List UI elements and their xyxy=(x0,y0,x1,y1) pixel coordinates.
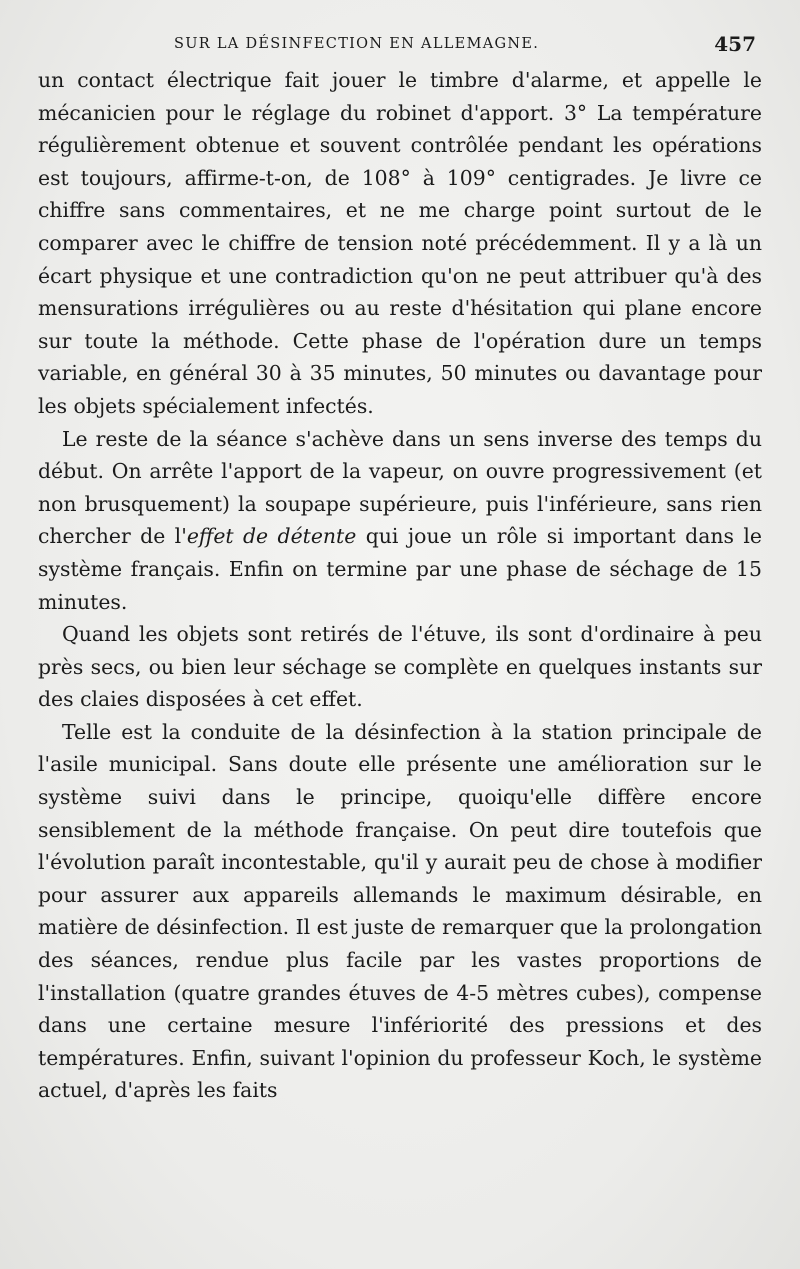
running-title: SUR LA DÉSINFECTION EN ALLEMAGNE. xyxy=(174,36,540,52)
page-number: 457 xyxy=(714,32,756,56)
paragraph xyxy=(38,423,762,619)
text-run: Quand les objets sont retirés de l'étuve, ils sont d'ordinaire à peu près secs, ou bien leur séchage se complète en quelques instants sur des claies disposées à cet effet. xyxy=(38,622,762,712)
paragraph xyxy=(38,618,762,716)
text-run: qui joue un rôle si important dans le système français. Enfin on termine par une phase de séchage de 15 minutes. xyxy=(38,524,762,614)
paragraph xyxy=(38,716,762,1107)
text-run: Le reste de la séance s'achève dans un sens inverse des temps du début. On arrête l'apport de la vapeur, on ouvre progressivement (et non brusquement) la soupape supérieure, puis l'inférieure, sans rien chercher de l' xyxy=(38,426,762,549)
italic-phrase: effet de détente xyxy=(186,524,357,549)
paragraph xyxy=(38,64,762,423)
text-run: Telle est la conduite de la désinfection à la station principale de l'asile municipal. Sans doute elle présente une amélioration sur le système suivi dans le principe, quoiqu'elle diffère encore sensiblement de la méthode française. On peut dire toutefois que l'évolution paraît incontestable, qu'il y aurait peu de chose à modifier pour assurer aux appareils allemands le maximum désirable, en matière de désinfection. Il est juste de remarquer que la prolongation des séances, rendue plus facile par les vastes proportions de l'installation (quatre grandes étuves de 4-5 mètres cubes), compense dans une certaine mesure l'infériorité des pressions et des températures. Enfin, suivant l'opinion du professeur Koch, le système actuel, d'après les faits xyxy=(38,719,762,1103)
body-text xyxy=(38,64,762,1107)
running-header xyxy=(38,30,762,64)
text-run: un contact électrique fait jouer le timbre d'alarme, et appelle le mécanicien pour le réglage du robinet d'apport. 3° La température régulièrement obtenue et souvent contrôlée pendant les opérations est toujours, affirme-t-on, de 108° à 109° centigrades. Je livre ce chiffre sans commentaires, et ne me charge point surtout de le comparer avec le chiffre de tension noté précédemment. Il y a là un écart physique et une contradiction qu'on ne peut attribuer qu'à des mensurations irrégulières ou au reste d'hésitation qui plane encore sur toute la méthode. Cette phase de l'opération dure un temps variable, en général 30 à 35 minutes, 50 minutes ou davantage pour les objets spécialement infectés. xyxy=(38,68,762,418)
